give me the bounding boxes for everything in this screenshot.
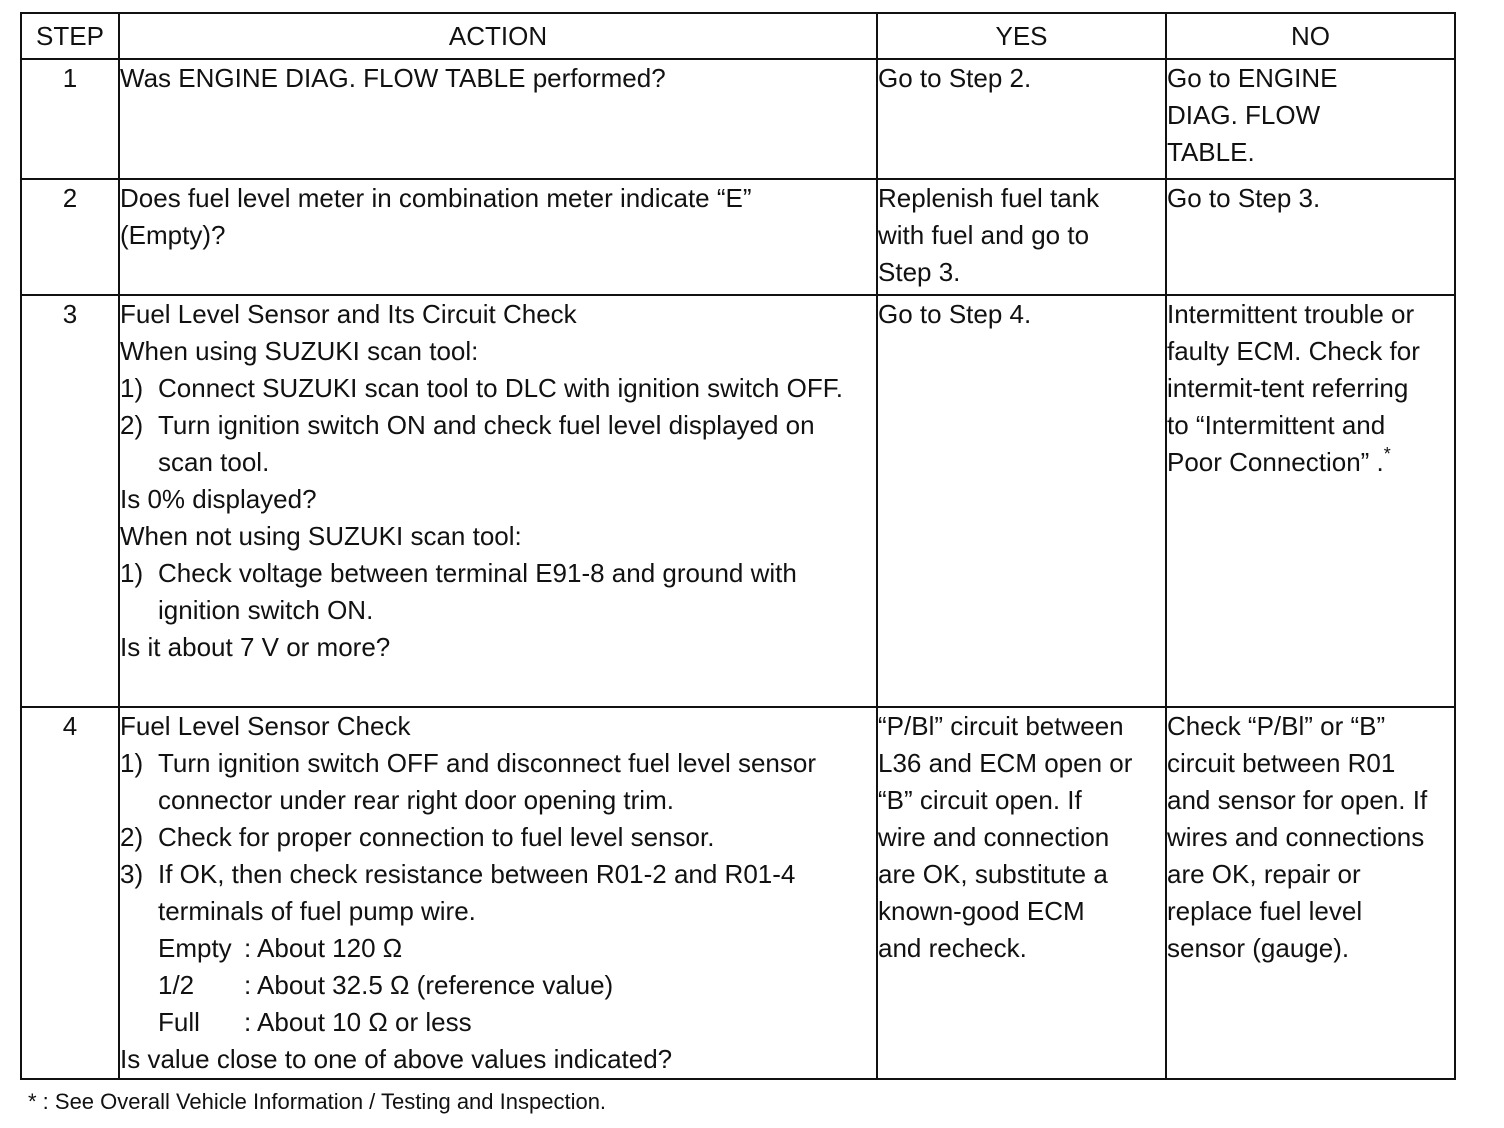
spec-label: 1/2	[158, 970, 195, 1000]
action-step-number: 1)	[120, 748, 144, 778]
resistance-spec	[120, 967, 876, 1004]
spec-value: : About 120 Ω	[244, 933, 403, 963]
yes-cell	[877, 179, 1166, 295]
yes-text: Replenish fuel tank with fuel and go to Step 3.	[878, 183, 1100, 287]
header-yes: YES	[877, 13, 1166, 59]
spec-label: Full	[158, 1007, 200, 1037]
action-step-text: Check voltage between terminal E91-8 and ground with ignition switch ON.	[158, 558, 797, 625]
action-step-number: 1)	[120, 558, 144, 588]
action-step	[120, 856, 876, 930]
step-number: 2	[21, 179, 119, 295]
action-subheading: When using SUZUKI scan tool:	[120, 336, 479, 366]
table-row	[21, 707, 1455, 1079]
action-text: Was ENGINE DIAG. FLOW TABLE performed?	[120, 63, 666, 93]
action-cell	[119, 707, 877, 1079]
action-step-text: Connect SUZUKI scan tool to DLC with ignition switch OFF.	[158, 373, 843, 403]
no-text: Check “P/Bl” or “B” circuit between R01 and sensor for open. If wires and connections are OK, repair or replace fuel level sensor (gauge).	[1167, 711, 1428, 963]
action-step-number: 3)	[120, 859, 144, 889]
step-number: 1	[21, 59, 119, 179]
yes-cell: Go to Step 4.	[877, 295, 1166, 707]
resistance-spec	[120, 1004, 876, 1041]
no-text-wrap	[1167, 296, 1425, 481]
action-step-number: 1)	[120, 373, 144, 403]
action-cell	[119, 59, 877, 179]
action-question: Is it about 7 V or more?	[120, 632, 391, 662]
action-step-text: Turn ignition switch OFF and disconnect fuel level sensor connector under rear right door opening trim.	[158, 748, 817, 815]
action-cell	[119, 295, 877, 707]
header-no: NO	[1166, 13, 1455, 59]
action-text: Does fuel level meter in combination meter indicate “E” (Empty)?	[120, 183, 752, 250]
diagnostic-flow-table	[20, 12, 1456, 1080]
yes-cell: Go to Step 2.	[877, 59, 1166, 179]
action-step	[120, 819, 876, 856]
action-step-text: If OK, then check resistance between R01-2 and R01-4 terminals of fuel pump wire.	[158, 859, 796, 926]
action-step-number: 2)	[120, 822, 144, 852]
action-title: Fuel Level Sensor and Its Circuit Check	[120, 299, 577, 329]
action-step-text: Check for proper connection to fuel level sensor.	[158, 822, 715, 852]
action-question: Is value close to one of above values indicated?	[120, 1044, 673, 1074]
table-header-row	[21, 13, 1455, 59]
spec-value: : About 32.5 Ω (reference value)	[244, 970, 614, 1000]
no-text: Intermittent trouble or faulty ECM. Check for intermit-tent referring to “Intermittent and Poor Connection” .	[1167, 299, 1420, 477]
no-text: Go to ENGINE DIAG. FLOW TABLE.	[1167, 63, 1338, 167]
spec-label: Empty	[158, 933, 232, 963]
no-cell: Go to Step 3.	[1166, 179, 1455, 295]
footnote: * : See Overall Vehicle Information / Testing and Inspection.	[28, 1089, 607, 1114]
table-row	[21, 295, 1455, 707]
footnote-marker: *	[1383, 444, 1391, 464]
no-cell	[1166, 59, 1455, 179]
action-step-number: 2)	[120, 410, 144, 440]
diagnostic-sheet	[20, 12, 1456, 1080]
table-row	[21, 59, 1455, 179]
action-question: Is 0% displayed?	[120, 484, 317, 514]
yes-text: “P/Bl” circuit between L36 and ECM open or “B” circuit open. If wire and connection are OK, substitute a known-good ECM and recheck.	[878, 711, 1133, 963]
spec-value: : About 10 Ω or less	[244, 1007, 472, 1037]
table-row	[21, 179, 1455, 295]
action-step	[120, 555, 876, 629]
action-subheading: When not using SUZUKI scan tool:	[120, 521, 522, 551]
header-step: STEP	[21, 13, 119, 59]
yes-cell	[877, 707, 1166, 1079]
no-cell	[1166, 707, 1455, 1079]
no-cell	[1166, 295, 1455, 707]
action-step	[120, 745, 876, 819]
action-step	[120, 370, 876, 407]
action-step-text: Turn ignition switch ON and check fuel level displayed on scan tool.	[158, 410, 815, 477]
step-number: 3	[21, 295, 119, 707]
header-action: ACTION	[119, 13, 877, 59]
action-cell	[119, 179, 877, 295]
action-title: Fuel Level Sensor Check	[120, 711, 411, 741]
action-step	[120, 407, 876, 481]
step-number: 4	[21, 707, 119, 1079]
resistance-spec	[120, 930, 876, 967]
